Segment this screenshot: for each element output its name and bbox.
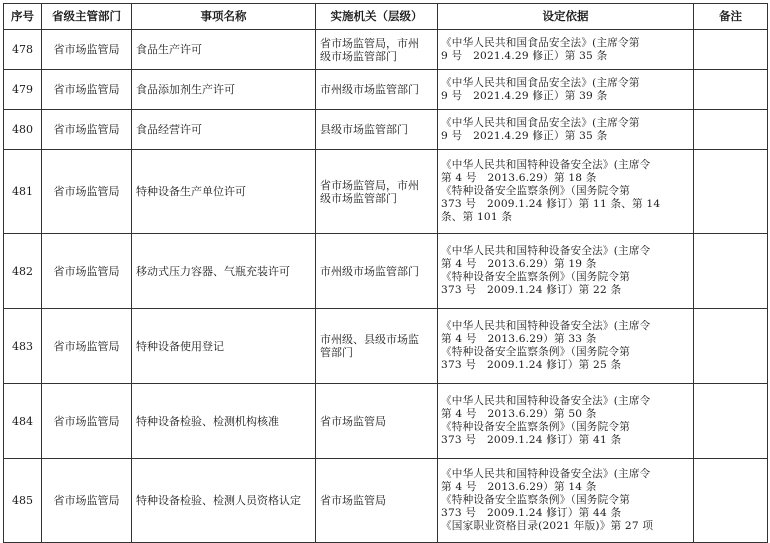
row-basis xyxy=(438,150,694,234)
basis-line: 373 号 2009.1.24 修订）第 25 条 xyxy=(441,359,622,371)
agency-line: 省市场监管局 xyxy=(320,414,386,428)
basis-line: 373 号 2009.1.24 修订）第 11 条、第 14 xyxy=(441,198,661,210)
row-dept: 省市场监管局 xyxy=(42,30,132,70)
table-row xyxy=(4,234,768,309)
row-basis xyxy=(438,70,694,110)
basis-line: 373 号 2009.1.24 修订）第 41 条 xyxy=(441,434,622,446)
row-dept: 省市场监管局 xyxy=(42,110,132,150)
row-item: 食品生产许可 xyxy=(132,30,316,70)
basis-line: 《中华人民共和国特种设备安全法》(主席令 xyxy=(441,159,651,171)
row-agency xyxy=(316,234,438,309)
table-row xyxy=(4,150,768,234)
row-item: 特种设备检验、检测人员资格认定 xyxy=(132,459,316,543)
header-note: 备注 xyxy=(694,4,768,30)
basis-line: 《中华人民共和国特种设备安全法》(主席令 xyxy=(441,245,651,257)
table-row xyxy=(4,309,768,384)
row-item: 特种设备生产单位许可 xyxy=(132,150,316,234)
basis-line: 《特种设备安全监察条例》（国务院令第 xyxy=(441,185,630,197)
row-note xyxy=(694,309,768,384)
row-seq: 485 xyxy=(4,459,42,543)
row-seq: 481 xyxy=(4,150,42,234)
row-basis xyxy=(438,384,694,459)
row-dept: 省市场监管局 xyxy=(42,459,132,543)
basis-line: 《特种设备安全监察条例》（国务院令第 xyxy=(441,271,630,283)
agency-line: 管部门 xyxy=(320,346,353,359)
agency-line: 级市场监管部门 xyxy=(320,191,397,205)
row-seq: 482 xyxy=(4,234,42,309)
row-dept: 省市场监管局 xyxy=(42,150,132,234)
row-dept: 省市场监管局 xyxy=(42,309,132,384)
table-row xyxy=(4,30,768,70)
row-agency xyxy=(316,384,438,459)
row-note xyxy=(694,150,768,234)
row-item: 食品经营许可 xyxy=(132,110,316,150)
row-item: 食品添加剂生产许可 xyxy=(132,70,316,110)
basis-line: 《中华人民共和国特种设备安全法》(主席令 xyxy=(441,468,651,480)
basis-line: 9 号 2021.4.29 修正）第 35 条 xyxy=(441,49,608,62)
basis-line: 《中华人民共和国食品安全法》(主席令第 xyxy=(441,36,640,49)
agency-line: 市州级市场监管部门 xyxy=(320,83,419,96)
agency-line: 市州级、县级市场监 xyxy=(320,333,419,346)
header-dept: 省级主管部门 xyxy=(42,4,132,30)
header-basis: 设定依据 xyxy=(438,4,694,30)
agency-line: 级市场监管部门 xyxy=(320,49,397,63)
row-seq: 484 xyxy=(4,384,42,459)
table-row xyxy=(4,70,768,110)
row-item: 特种设备使用登记 xyxy=(132,309,316,384)
agency-line: 省市场监管局 xyxy=(320,494,386,507)
agency-line: 省市场监管局，市州 xyxy=(320,36,419,50)
header-agency: 实施机关（层级） xyxy=(316,4,438,30)
row-item: 特种设备检验、检测机构核准 xyxy=(132,384,316,459)
row-basis xyxy=(438,309,694,384)
basis-line: 373 号 2009.1.24 修订）第 44 条 xyxy=(441,507,622,519)
header-item: 事项名称 xyxy=(132,4,316,30)
basis-line: 《特种设备安全监察条例》（国务院令第 xyxy=(441,421,630,433)
basis-line: 《特种设备安全监察条例》（国务院令第 xyxy=(441,346,630,358)
basis-line: 第 4 号 2013.6.29）第 50 条 xyxy=(441,408,597,420)
agency-line: 县级市场监管部门 xyxy=(320,123,408,136)
basis-line: 373 号 2009.1.24 修订）第 22 条 xyxy=(441,284,622,296)
row-seq: 478 xyxy=(4,30,42,70)
row-note xyxy=(694,110,768,150)
row-dept: 省市场监管局 xyxy=(42,70,132,110)
agency-line: 市州级市场监管部门 xyxy=(320,264,419,278)
row-dept: 省市场监管局 xyxy=(42,384,132,459)
row-note xyxy=(694,70,768,110)
header-row xyxy=(4,4,768,30)
basis-line: 9 号 2021.4.29 修正）第 35 条 xyxy=(441,129,608,142)
basis-line: 第 4 号 2013.6.29）第 19 条 xyxy=(441,258,597,270)
row-note xyxy=(694,384,768,459)
row-agency xyxy=(316,459,438,543)
row-dept: 省市场监管局 xyxy=(42,234,132,309)
table-row xyxy=(4,459,768,543)
basis-line: 《中华人民共和国食品安全法》(主席令第 xyxy=(441,116,640,129)
row-seq: 479 xyxy=(4,70,42,110)
table-row xyxy=(4,110,768,150)
basis-line: 第 4 号 2013.6.29）第 33 条 xyxy=(441,333,597,345)
row-item: 移动式压力容器、气瓶充装许可 xyxy=(132,234,316,309)
row-basis xyxy=(438,110,694,150)
row-agency xyxy=(316,309,438,384)
basis-line: 《中华人民共和国特种设备安全法》(主席令 xyxy=(441,320,651,332)
basis-line: 《特种设备安全监察条例》（国务院令第 xyxy=(441,494,630,506)
row-agency xyxy=(316,150,438,234)
basis-line: 《中华人民共和国食品安全法》(主席令第 xyxy=(441,76,640,89)
row-agency xyxy=(316,110,438,150)
header-seq: 序号 xyxy=(4,4,42,30)
table-row xyxy=(4,384,768,459)
row-seq: 483 xyxy=(4,309,42,384)
permit-table xyxy=(3,3,768,543)
agency-line: 省市场监管局，市州 xyxy=(320,178,419,192)
basis-line: 9 号 2021.4.29 修正）第 39 条 xyxy=(441,89,608,102)
basis-line: 条、第 101 条 xyxy=(441,211,513,223)
row-basis xyxy=(438,30,694,70)
row-agency xyxy=(316,70,438,110)
row-agency xyxy=(316,30,438,70)
row-note xyxy=(694,459,768,543)
row-note xyxy=(694,234,768,309)
row-seq: 480 xyxy=(4,110,42,150)
basis-line: 第 4 号 2013.6.29）第 18 条 xyxy=(441,172,597,184)
row-basis xyxy=(438,459,694,543)
basis-line: 第 4 号 2013.6.29）第 14 条 xyxy=(441,481,597,493)
basis-line: 《国家职业资格目录(2021 年版)》第 27 项 xyxy=(441,520,654,532)
row-note xyxy=(694,30,768,70)
row-basis xyxy=(438,234,694,309)
basis-line: 《中华人民共和国特种设备安全法》(主席令 xyxy=(441,395,651,407)
